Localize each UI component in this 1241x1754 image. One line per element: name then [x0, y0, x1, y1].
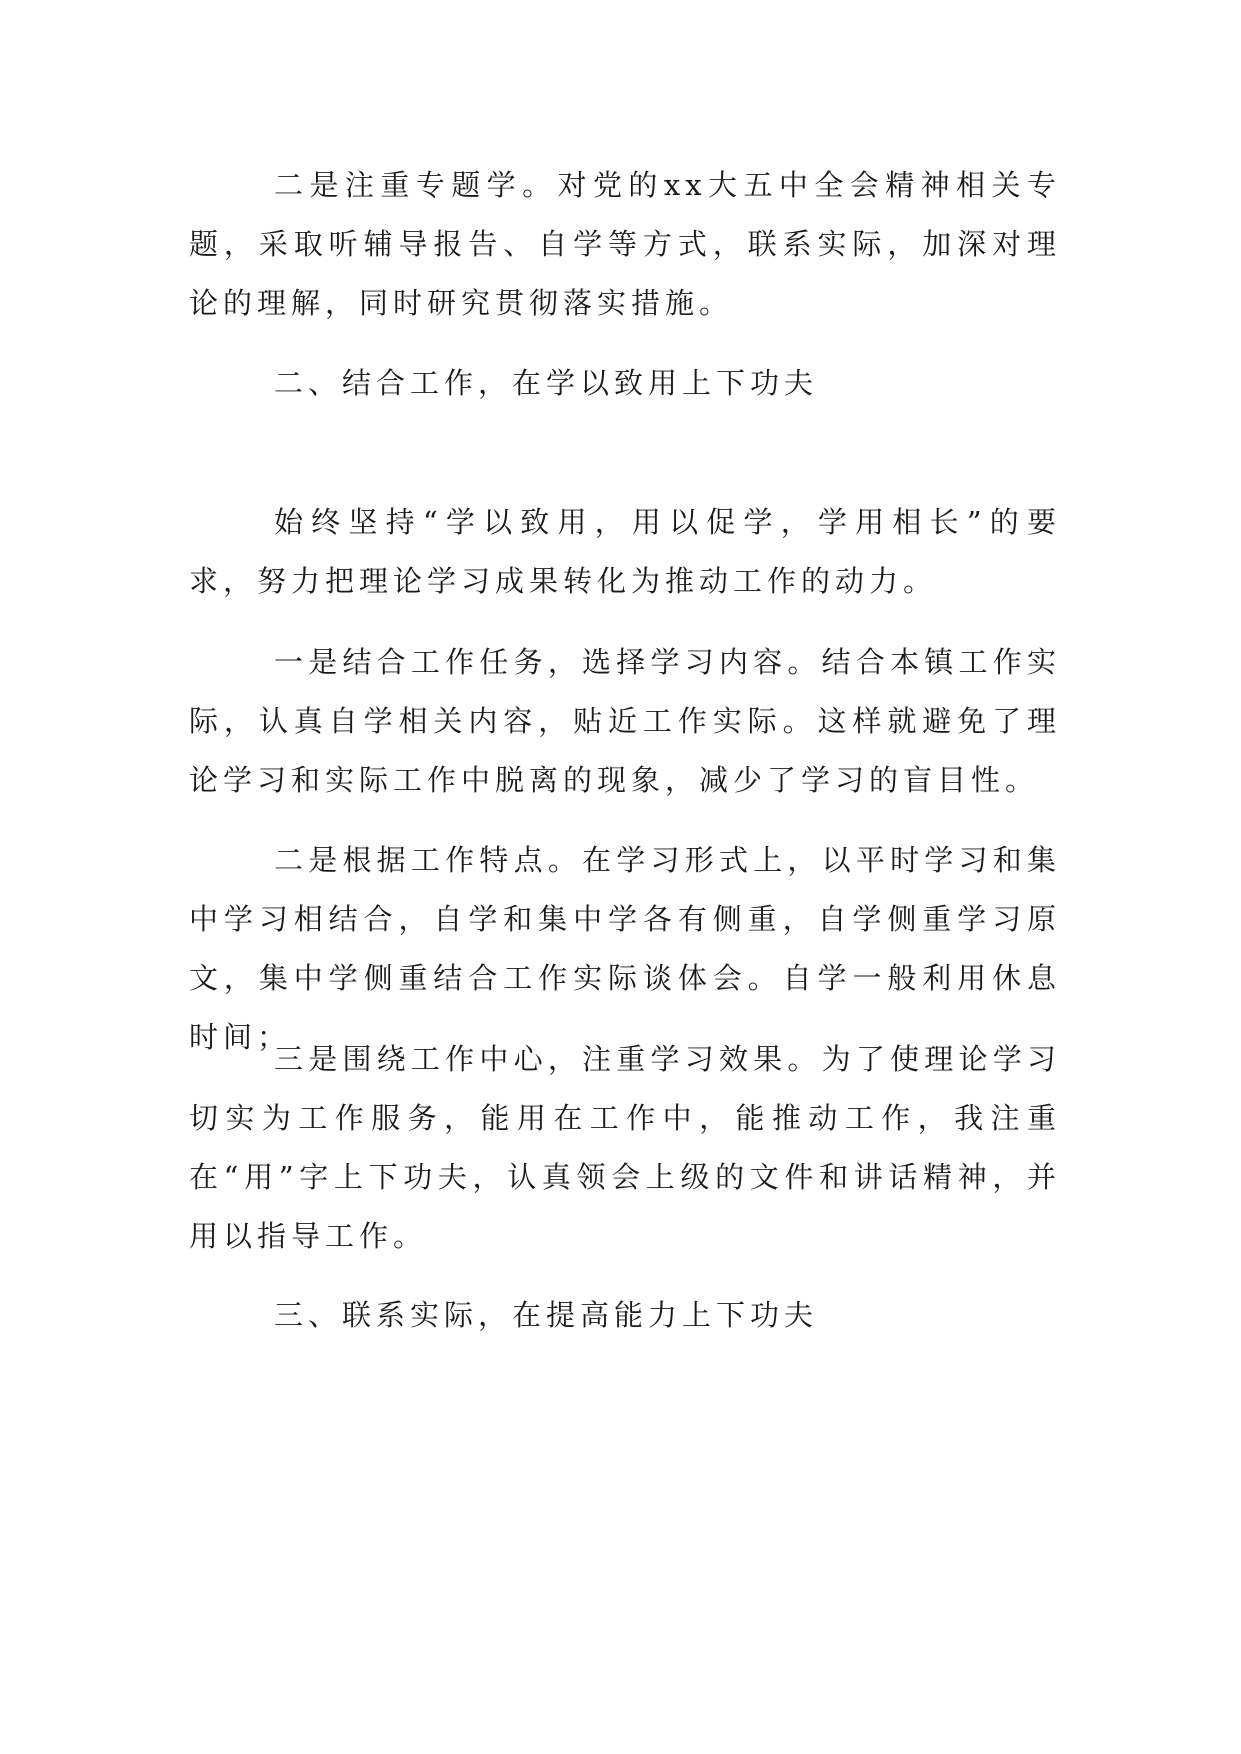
section-heading-3: 三、联系实际，在提高能力上下功夫: [274, 1298, 819, 1332]
section-heading-2: 二、结合工作，在学以致用上下功夫: [274, 366, 819, 400]
paragraph-point-3: 三是围绕工作中心，注重学习效果。为了使理论学习切实为工作服务，能用在工作中，能推动工作，我注重在“用”字上下功夫，认真领会上级的文件和讲话精神，并用以指导工作。: [189, 1042, 1061, 1253]
paragraph-point-2: 二是根据工作特点。在学习形式上，以平时学习和集中学习相结合，自学和集中学各有侧重，自学侧重学习原文，集中学侧重结合工作实际谈体会。自学一般利用休息时间；: [189, 843, 1061, 1054]
paragraph-topic-study: 二是注重专题学。对党的xx大五中全会精神相关专题，采取听辅导报告、自学等方式，联系实际，加深对理论的理解，同时研究贯彻落实措施。: [189, 168, 1061, 320]
paragraph-principle: 始终坚持“学以致用，用以促学，学用相长”的要求，努力把理论学习成果转化为推动工作的动力。: [189, 505, 1061, 598]
paragraph-point-1: 一是结合工作任务，选择学习内容。结合本镇工作实际，认真自学相关内容，贴近工作实际。这样就避免了理论学习和实际工作中脱离的现象，减少了学习的盲目性。: [189, 645, 1061, 797]
